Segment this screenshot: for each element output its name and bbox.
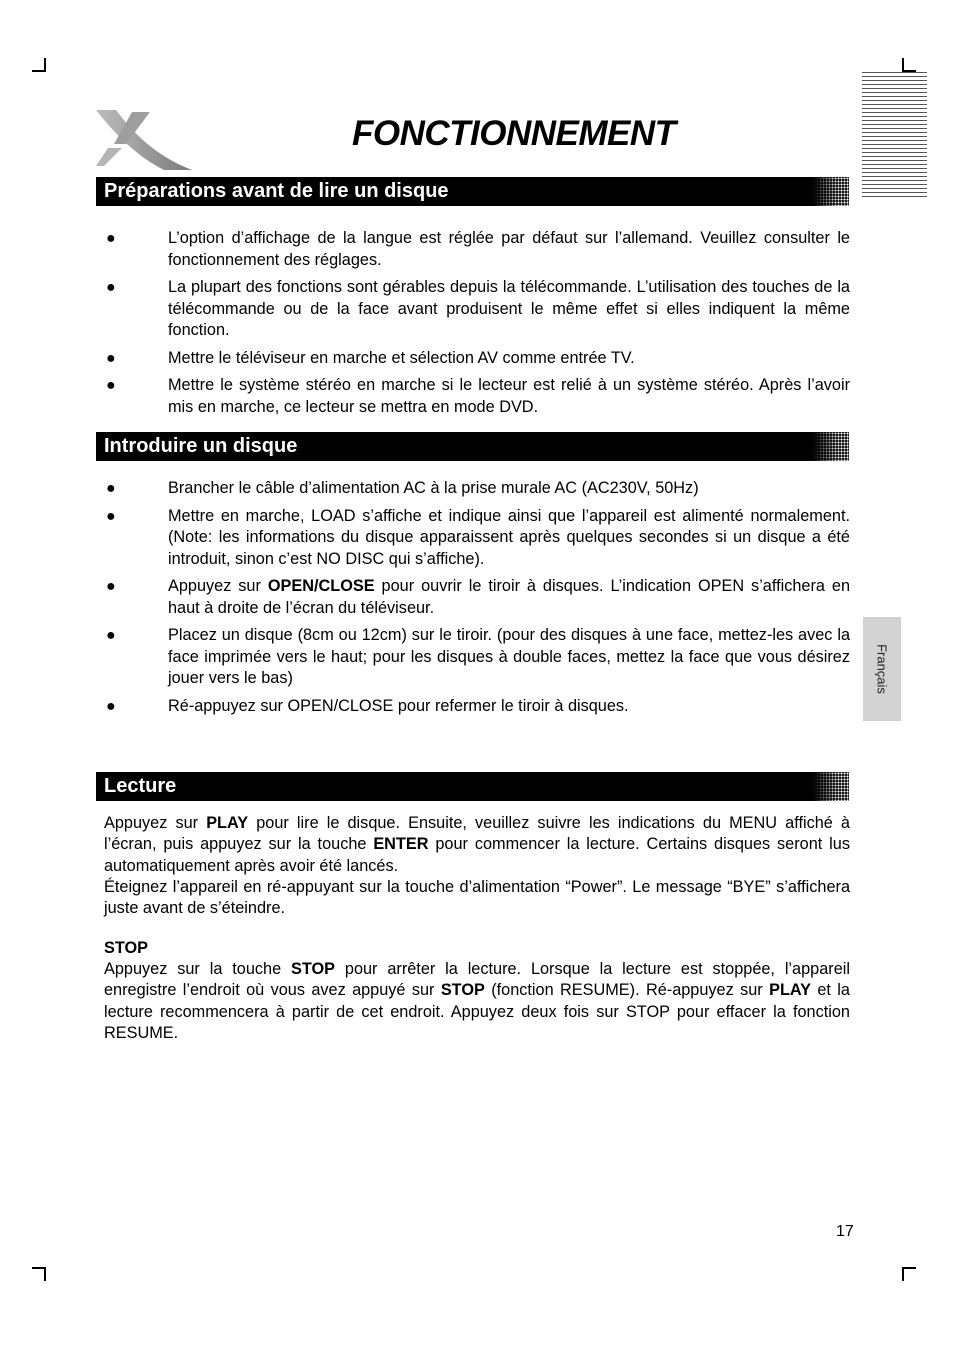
bullet-icon: ● [106, 377, 116, 394]
bullet-icon: ● [106, 349, 116, 367]
bullet-icon: ● [106, 627, 116, 644]
decorative-stripes [862, 72, 927, 200]
list-item: ● Mettre le système stéréo en marche si le lecteur est relié à un système stéréo. Après l’avoir mis en marche, ce lecteur se mettra en mode DVD. [106, 376, 850, 416]
list-item: ● Mettre en marche, LOAD s’affiche et indique ainsi que l’appareil est alimenté normalement. (Note: les informations du disque apparaissent après quelques secondes si un disque a été introduit, sinon c’est NO DISC qui s’affiche). [106, 506, 850, 568]
introduire-list [96, 478, 850, 723]
list-item: ● Appuyez sur OPEN/CLOSE pour ouvrir le tiroir à disques. L’indication OPEN s’affichera en haut à droite de l’écran du téléviseur. [106, 577, 851, 617]
section-dots-decoration [813, 772, 849, 801]
preparations-list [96, 228, 850, 424]
stop-paragraph: Appuyez sur la touche STOP pour arrêter la lecture. Lorsque la lecture est stoppée, l’appareil enregistre l’endroit où vous avez appuyé sur STOP (fonction RESUME). Ré-appuyez sur PLAY et la lecture recommencera à partir de cet endroit. Appuyez deux fois sur STOP pour effacer la fonction RESUME. [104, 960, 850, 1042]
lecture-paragraph: Appuyez sur PLAY pour lire le disque. Ensuite, veuillez suivre les indications du MENU affiché à l’écran, puis appuyez sur la touche ENTER pour commencer la lecture. Certains disques seront lus automatiquement après avoir été lancés. Éteignez l’appareil en ré-appuyant sur la touche d’alimentation “Power”. Le message “BYE” s’affichera juste avant de s’éteindre. [104, 814, 850, 918]
list-item: ● La plupart des fonctions sont gérables depuis la télécommande. L’utilisation des touches de la télécommande ou de la face avant produisent le même effet si elles indiquent la même fonction. [106, 278, 850, 339]
crop-mark-top-left [32, 58, 46, 72]
section-heading: Lecture [104, 775, 177, 797]
crop-mark-top-right [902, 58, 916, 72]
section-header-introduire [96, 432, 849, 461]
crop-mark-bottom-right [902, 1267, 916, 1281]
list-item: ● Brancher le câble d’alimentation AC à la prise murale AC (AC230V, 50Hz) [96, 478, 850, 500]
page-number: 17 [836, 1223, 854, 1240]
language-tab-label: Français [874, 644, 890, 694]
page-title: FONCTIONNEMENT [352, 114, 676, 153]
bullet-icon: ● [106, 697, 116, 715]
bullet-icon: ● [106, 279, 116, 296]
section-header-preparations [96, 177, 849, 206]
bullet-icon: ● [106, 507, 116, 525]
section-heading: Préparations avant de lire un disque [104, 180, 449, 202]
crop-mark-bottom-left [32, 1267, 46, 1281]
section-dots-decoration [813, 432, 849, 461]
list-item: ● Placez un disque (8cm ou 12cm) sur le tiroir. (pour des disques à une face, mettez-les avec la face imprimée vers le haut; pour les disques à double faces, mettez la face que vous désirez jouer vers le bas) [106, 626, 850, 687]
brand-logo-icon [94, 104, 194, 174]
section-heading: Introduire un disque [104, 435, 298, 457]
list-item: ● L’option d’affichage de la langue est réglée par défaut sur l’allemand. Veuillez consulter le fonctionnement des réglages. [106, 229, 850, 269]
section-header-lecture [96, 772, 849, 801]
list-item: ● Mettre le téléviseur en marche et sélection AV comme entrée TV. [96, 348, 850, 370]
bullet-icon: ● [106, 480, 116, 497]
stop-heading: STOP [104, 939, 149, 957]
list-item: ● Ré-appuyez sur OPEN/CLOSE pour refermer le tiroir à disques. [96, 696, 850, 718]
language-tab [863, 617, 901, 721]
bullet-icon: ● [106, 230, 116, 247]
bullet-icon: ● [106, 578, 116, 595]
section-dots-decoration [813, 177, 849, 206]
